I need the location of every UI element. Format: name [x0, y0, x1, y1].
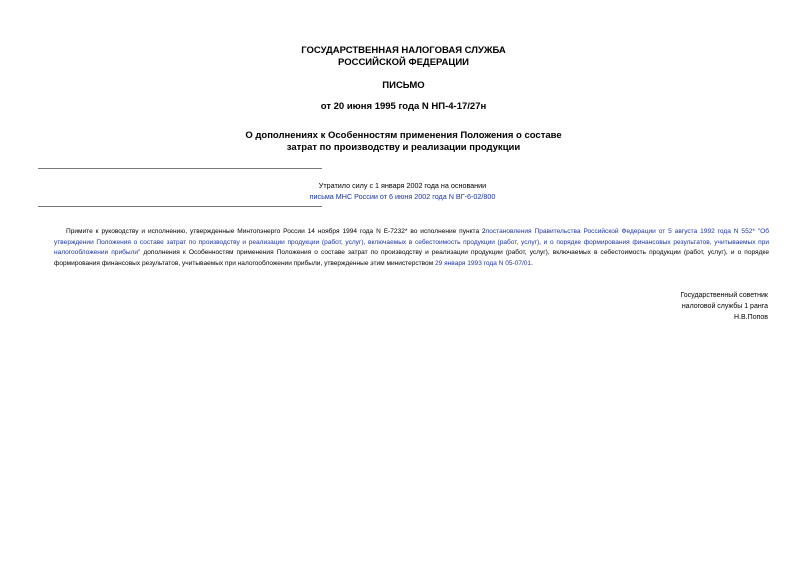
- bottom-divider: [38, 206, 322, 207]
- decree-link[interactable]: постановления Правительства Российской Федерации от 5 августа 1992 года N 552* "Об утверждении Положения о составе затрат по производству и реализации продукции (работ, услуг), включаемых в себестоимость продукции (работ, услуг), и о порядке формирования финансовых результатов, учитываемых при налогообложении прибыли": [54, 228, 769, 257]
- body-paragraph: [54, 227, 769, 269]
- signatory-title-line1: Государственный советник: [680, 292, 768, 299]
- body-text-part1: Примите к руководству и исполнению, утвержденные Минтопэнерго России 14 ноября 1994 года N Е-7232* во исполнение пункта 2: [66, 228, 486, 235]
- body-text-end: .: [531, 259, 533, 267]
- document-subject-line1: О дополнениях к Особенностям применения Положения о составе: [245, 130, 562, 141]
- status-note: Утратило силу с 1 января 2002 года на основании: [318, 181, 487, 190]
- status-link[interactable]: письма МНС России от 6 июня 2002 года N ВГ-6-02/800: [309, 192, 496, 201]
- agency-name-line2: РОССИЙСКОЙ ФЕДЕРАЦИИ: [337, 57, 469, 68]
- agency-name-line1: ГОСУДАРСТВЕННАЯ НАЛОГОВАЯ СЛУЖБА: [301, 45, 506, 56]
- ministry-letter-link[interactable]: 29 января 1993 года N 05-07/01: [435, 259, 532, 267]
- document-type: ПИСЬМО: [382, 80, 425, 91]
- document-subject-line2: затрат по производству и реализации продукции: [286, 142, 521, 153]
- document-date-number: от 20 июня 1995 года N НП-4-17/27н: [320, 101, 487, 112]
- top-divider: [38, 168, 322, 169]
- signatory-title-line2: налоговой службы 1 ранга: [681, 303, 768, 310]
- signature-block: [680, 290, 768, 323]
- signatory-name: Н.В.Попов: [734, 314, 768, 321]
- body-text-part2: дополнения к Особенностям применения Положения о составе затрат по производству и реализации продукции (работ, услуг), включаемых в себестоимость продукции (работ, услуг), и о порядке формирования финансовых результатов, учитываемых при налогообложении прибыли, утвержденные этим министерством: [54, 249, 769, 267]
